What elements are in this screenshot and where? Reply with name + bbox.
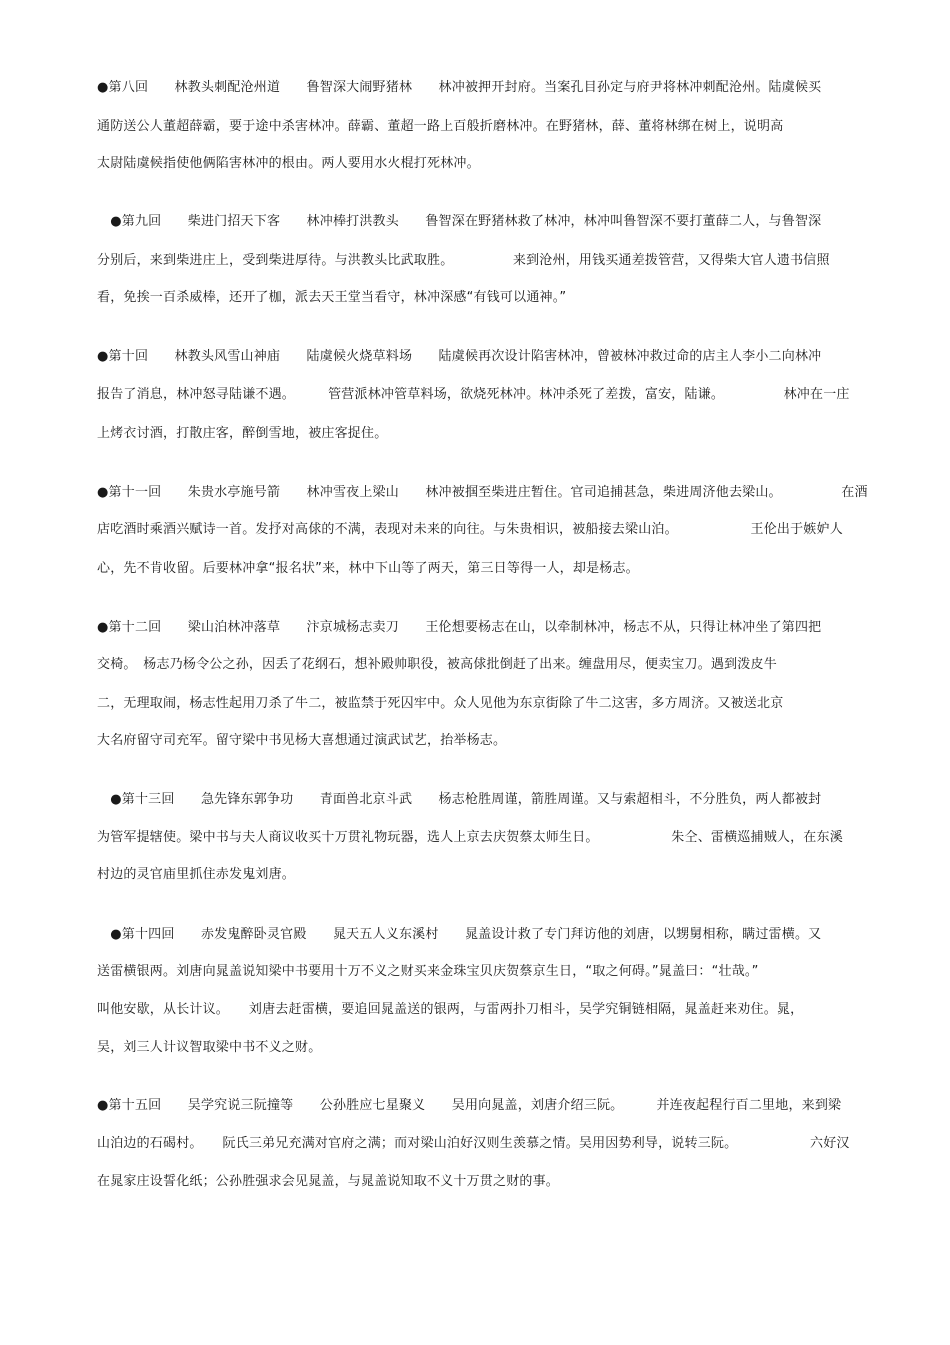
chapter-15-line-1: ●第十五回 吴学究说三阮撞等 公孙胜应七星聚义 吴用向晁盖，刘唐介绍三阮。 并连夜起程行百二里地，来到梁 — [97, 1098, 842, 1113]
chapter-10-line-1: ●第十回 林教头风雪山神庙 陆虞候火烧草料场 陆虞候再次设计陷害林冲，曾被林冲救过命的店主人李小二向林冲 — [97, 349, 822, 364]
chapter-13-line-1: ●第十三回 急先锋东郭争功 青面兽北京斗武 杨志枪胜周谨，箭胜周谨。又与索超相斗，不分胜负，两人都被封 — [97, 792, 822, 807]
chapter-14-line-1: ●第十四回 赤发鬼醉卧灵官殿 晁天五人义东溪村 晁盖设计救了专门拜访他的刘唐，以甥舅相称，瞒过雷横。又 — [97, 927, 822, 942]
chapter-14-line-4: 吴，刘三人计议智取梁中书不义之财。 — [97, 1040, 322, 1055]
chapter-8-line-1: ●第八回 林教头刺配沧州道 鲁智深大闹野猪林 林冲被押开封府。当案孔目孙定与府尹将林冲刺配沧州。陆虞候买 — [97, 80, 822, 95]
chapter-14-line-3: 叫他安歇，从长计议。 刘唐去赶雷横，要追回晁盖送的银两，与雷两扑刀相斗，吴学究铜链相隔，晁盖赶来劝住。晁， — [97, 1002, 804, 1017]
chapter-14-line-2: 送雷横银两。刘唐向晁盖说知梁中书要用十万不义之财买来金珠宝贝庆贺蔡京生日，“取之何碍。”晁盖曰：“壮哉。” — [97, 964, 759, 979]
chapter-11-line-1: ●第十一回 朱贵水亭施号箭 林冲雪夜上梁山 林冲被掴至柴进庄暂住。官司追捕甚急，柴进周济他去梁山。 在酒 — [97, 485, 868, 500]
chapter-12-line-4: 大名府留守司充军。留守梁中书见杨大喜想通过演武试艺，抬举杨志。 — [97, 733, 507, 748]
chapter-12-line-2: 交椅。 杨志乃杨令公之孙，因丢了花纲石，想补殿帅职役，被高俅批倒赶了出来。缠盘用尽，便卖宝刀。遇到泼皮牛 — [97, 657, 777, 672]
chapter-13-line-3: 村边的灵官庙里抓住赤发鬼刘唐。 — [97, 867, 296, 882]
chapter-10-line-2: 报告了消息，林冲怒寻陆谦不遇。 管营派林冲管草料场，欲烧死林冲。林冲杀死了差拨，富安，陆谦。 林冲在一庄 — [97, 387, 850, 402]
chapter-11-line-2: 店吃酒时乘酒兴赋诗一首。发抒对高俅的不满，表现对未来的向往。与朱贵相识，被船接去梁山泊。 王伦出于嫉妒人 — [97, 522, 843, 537]
chapter-13-line-2: 为管军提辖使。梁中书与夫人商议收买十万贯礼物玩器，选人上京去庆贺蔡太师生日。 朱仝、雷横巡捕贼人，在东溪 — [97, 830, 843, 845]
chapter-8-line-3: 太尉陆虞候指使他俩陷害林冲的根由。两人要用水火棍打死林冲。 — [97, 156, 480, 171]
chapter-9-line-2: 分别后，来到柴进庄上，受到柴进厚待。与洪教头比武取胜。 来到沧州，用钱买通差拨管营，又得柴大官人遗书信照 — [97, 253, 830, 268]
chapter-8-line-2: 通防送公人董超薛霸，要于途中杀害林冲。薛霸、董超一路上百般折磨林冲。在野猪林，薛、董将林绑在树上，说明高 — [97, 119, 784, 134]
chapter-15-line-3: 在晁家庄设誓化纸；公孙胜强求会见晁盖，与晁盖说知取不义十万贯之财的事。 — [97, 1174, 560, 1189]
chapter-9-line-3: 看，免挨一百杀威棒，还开了枷，派去天王堂当看守，林冲深感“有钱可以通神。” — [97, 290, 567, 305]
chapter-10-line-3: 上烤衣讨酒，打散庄客，醉倒雪地，被庄客捉住。 — [97, 426, 388, 441]
chapter-12-line-1: ●第十二回 梁山泊林冲落草 汴京城杨志卖刀 王伦想要杨志在山，以牵制林冲，杨志不从，只得让林冲坐了第四把 — [97, 620, 822, 635]
chapter-11-line-3: 心，先不肯收留。后要林冲拿“报名状”来，林中下山等了两天，第三日等得一人，却是杨志。 — [97, 561, 639, 576]
chapter-15-line-2: 山泊边的石碣村。 阮氏三弟兄充满对官府之满；而对梁山泊好汉则生羡慕之情。吴用因势利导，说转三阮。 六好汉 — [97, 1136, 850, 1151]
chapter-9-line-1: ●第九回 柴进门招天下客 林冲棒打洪教头 鲁智深在野猪林救了林冲，林冲叫鲁智深不要打董薛二人，与鲁智深 — [97, 214, 822, 229]
chapter-12-line-3: 二，无理取闹，杨志性起用刀杀了牛二，被监禁于死囚牢中。众人见他为东京街除了牛二这害，多方周济。又被送北京 — [97, 696, 784, 711]
